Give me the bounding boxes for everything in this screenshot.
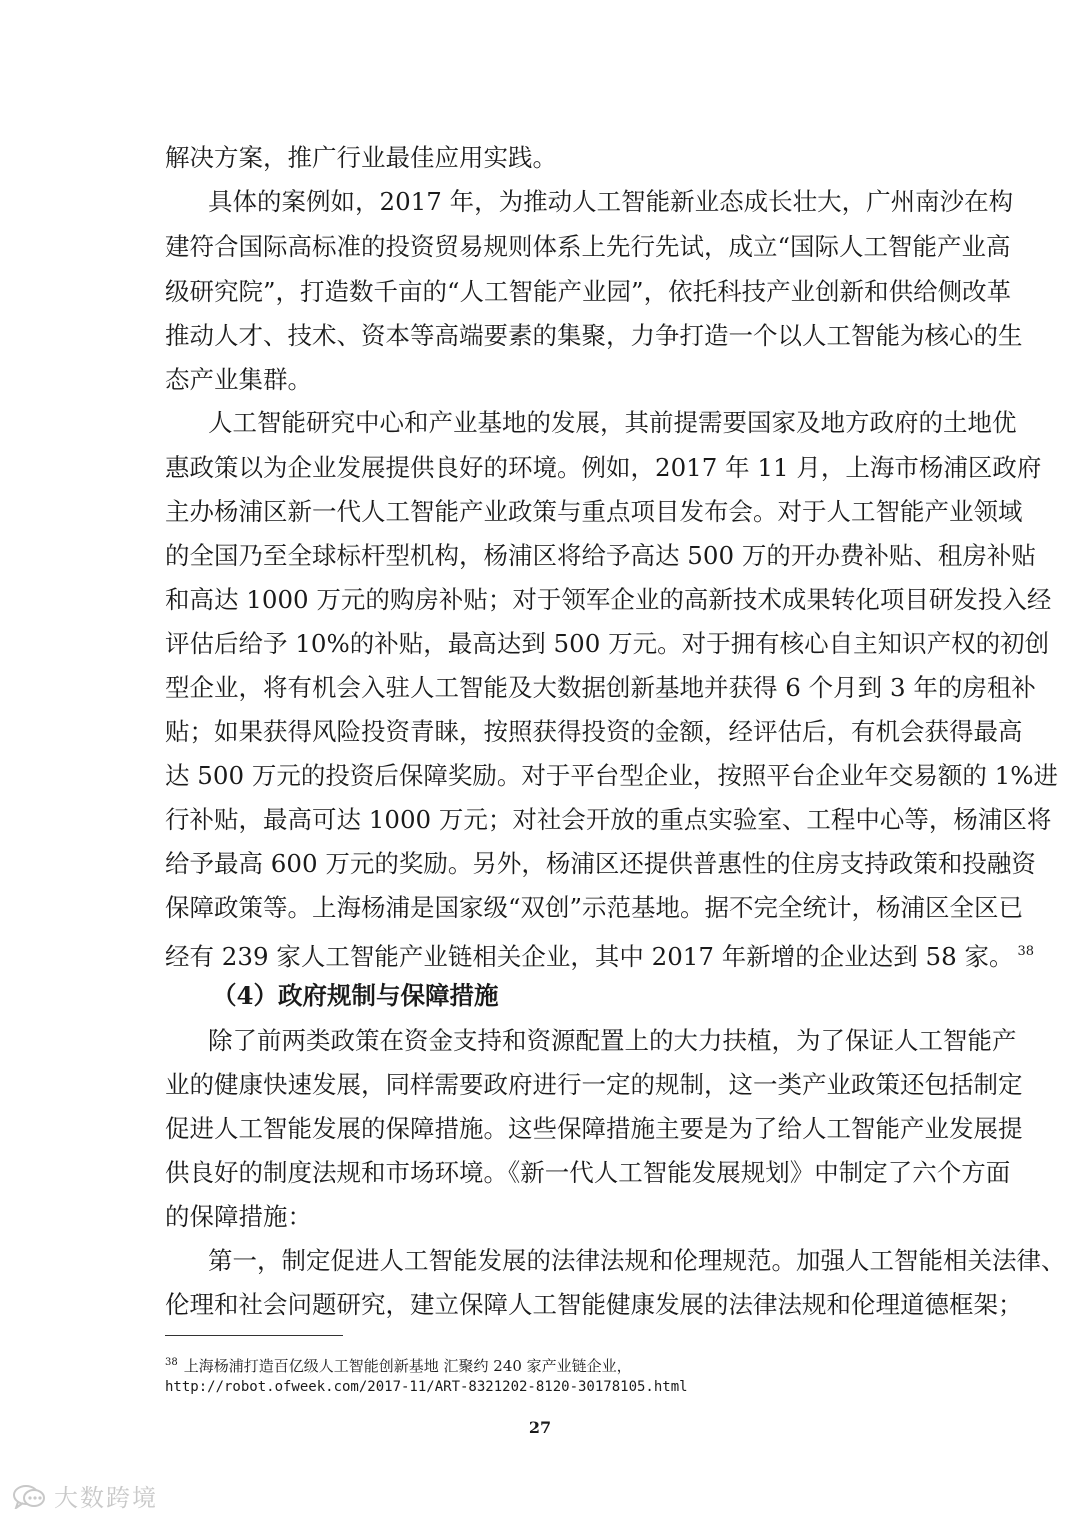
body-line: 促进人工智能发展的保障措施。这些保障措施主要是为了给人工智能产业发展提 — [165, 1114, 1023, 1143]
body-line: 贴；如果获得风险投资青睐，按照获得投资的金额，经评估后，有机会获得最高 — [165, 717, 1023, 746]
footnote-number: 38 — [165, 1357, 178, 1368]
footnote-reference: 38 — [1017, 944, 1035, 959]
footnote-title: 上海杨浦打造百亿级人工智能创新基地 汇聚约 240 家产业链企业， — [183, 1357, 632, 1375]
body-line: 和高达 1000 万元的购房补贴；对于领军企业的高新技术成果转化项目研发投入经 — [165, 585, 1052, 614]
body-line-with-footnote — [165, 937, 1035, 971]
body-line: 业的健康快速发展，同样需要政府进行一定的规制，这一类产业政策还包括制定 — [165, 1070, 1023, 1099]
watermark-text: 大数跨境 — [54, 1484, 158, 1512]
body-line: 保障政策等。上海杨浦是国家级“双创”示范基地。据不完全统计，杨浦区全区已 — [165, 893, 1024, 922]
page-number: 27 — [528, 1418, 552, 1437]
chat-bubble-logo-icon — [12, 1483, 46, 1509]
body-line: 供良好的制度法规和市场环境。《新一代人工智能发展规划》中制定了六个方面 — [165, 1158, 1011, 1187]
body-line: 伦理和社会问题研究，建立保障人工智能健康发展的法律法规和伦理道德框架； — [165, 1290, 1023, 1319]
body-line: 解决方案，推广行业最佳应用实践。 — [165, 143, 557, 172]
body-line: 建符合国际高标准的投资贸易规则体系上先行先试，成立“国际人工智能产业高 — [165, 232, 1011, 261]
body-line: 主办杨浦区新一代人工智能产业政策与重点项目发布会。对于人工智能产业领域 — [165, 497, 1023, 526]
body-line: 人工智能研究中心和产业基地的发展，其前提需要国家及地方政府的土地优 — [208, 408, 1017, 437]
body-line: 的保障措施： — [165, 1202, 312, 1231]
watermark — [12, 1478, 158, 1513]
body-line: 给予最高 600 万元的奖励。另外，杨浦区还提供普惠性的住房支持政策和投融资 — [165, 849, 1036, 878]
body-line: 具体的案例如，2017 年，为推动人工智能新业态成长壮大，广州南沙在构 — [208, 187, 1014, 216]
body-line: 行补贴，最高可达 1000 万元；对社会开放的重点实验室、工程中心等，杨浦区将 — [165, 805, 1052, 834]
body-line: 推动人才、技术、资本等高端要素的集聚，力争打造一个以人工智能为核心的生 — [165, 321, 1023, 350]
body-line: 的全国乃至全球标杆型机构，杨浦区将给予高达 500 万的开办费补贴、租房补贴 — [165, 541, 1036, 570]
body-line-text: 经有 239 家人工智能产业链相关企业，其中 2017 年新增的企业达到 58 家。 — [165, 942, 1014, 971]
section-heading: （4）政府规制与保障措施 — [212, 981, 499, 1010]
body-line: 评估后给予 10%的补贴，最高达到 500 万元。对于拥有核心自主知识产权的初创 — [165, 629, 1050, 658]
footnote-url[interactable]: http://robot.ofweek.com/2017-11/ART-8321202-8120-30178105.html — [165, 1379, 688, 1395]
body-line: 第一，制定促进人工智能发展的法律法规和伦理规范。加强人工智能相关法律、 — [208, 1246, 1066, 1275]
footnote-text — [165, 1353, 632, 1376]
body-line: 除了前两类政策在资金支持和资源配置上的大力扶植，为了保证人工智能产 — [208, 1026, 1017, 1055]
footnote-separator — [165, 1335, 343, 1336]
body-line: 型企业，将有机会入驻人工智能及大数据创新基地并获得 6 个月到 3 年的房租补 — [165, 673, 1036, 702]
body-line: 惠政策以为企业发展提供良好的环境。例如，2017 年 11 月，上海市杨浦区政府 — [165, 453, 1042, 482]
body-line: 态产业集群。 — [165, 365, 312, 394]
body-line: 级研究院”，打造数千亩的“人工智能产业园”，依托科技产业创新和供给侧改革 — [165, 277, 1012, 306]
body-line: 达 500 万元的投资后保障奖励。对于平台型企业，按照平台企业年交易额的 1%进 — [165, 761, 1058, 790]
